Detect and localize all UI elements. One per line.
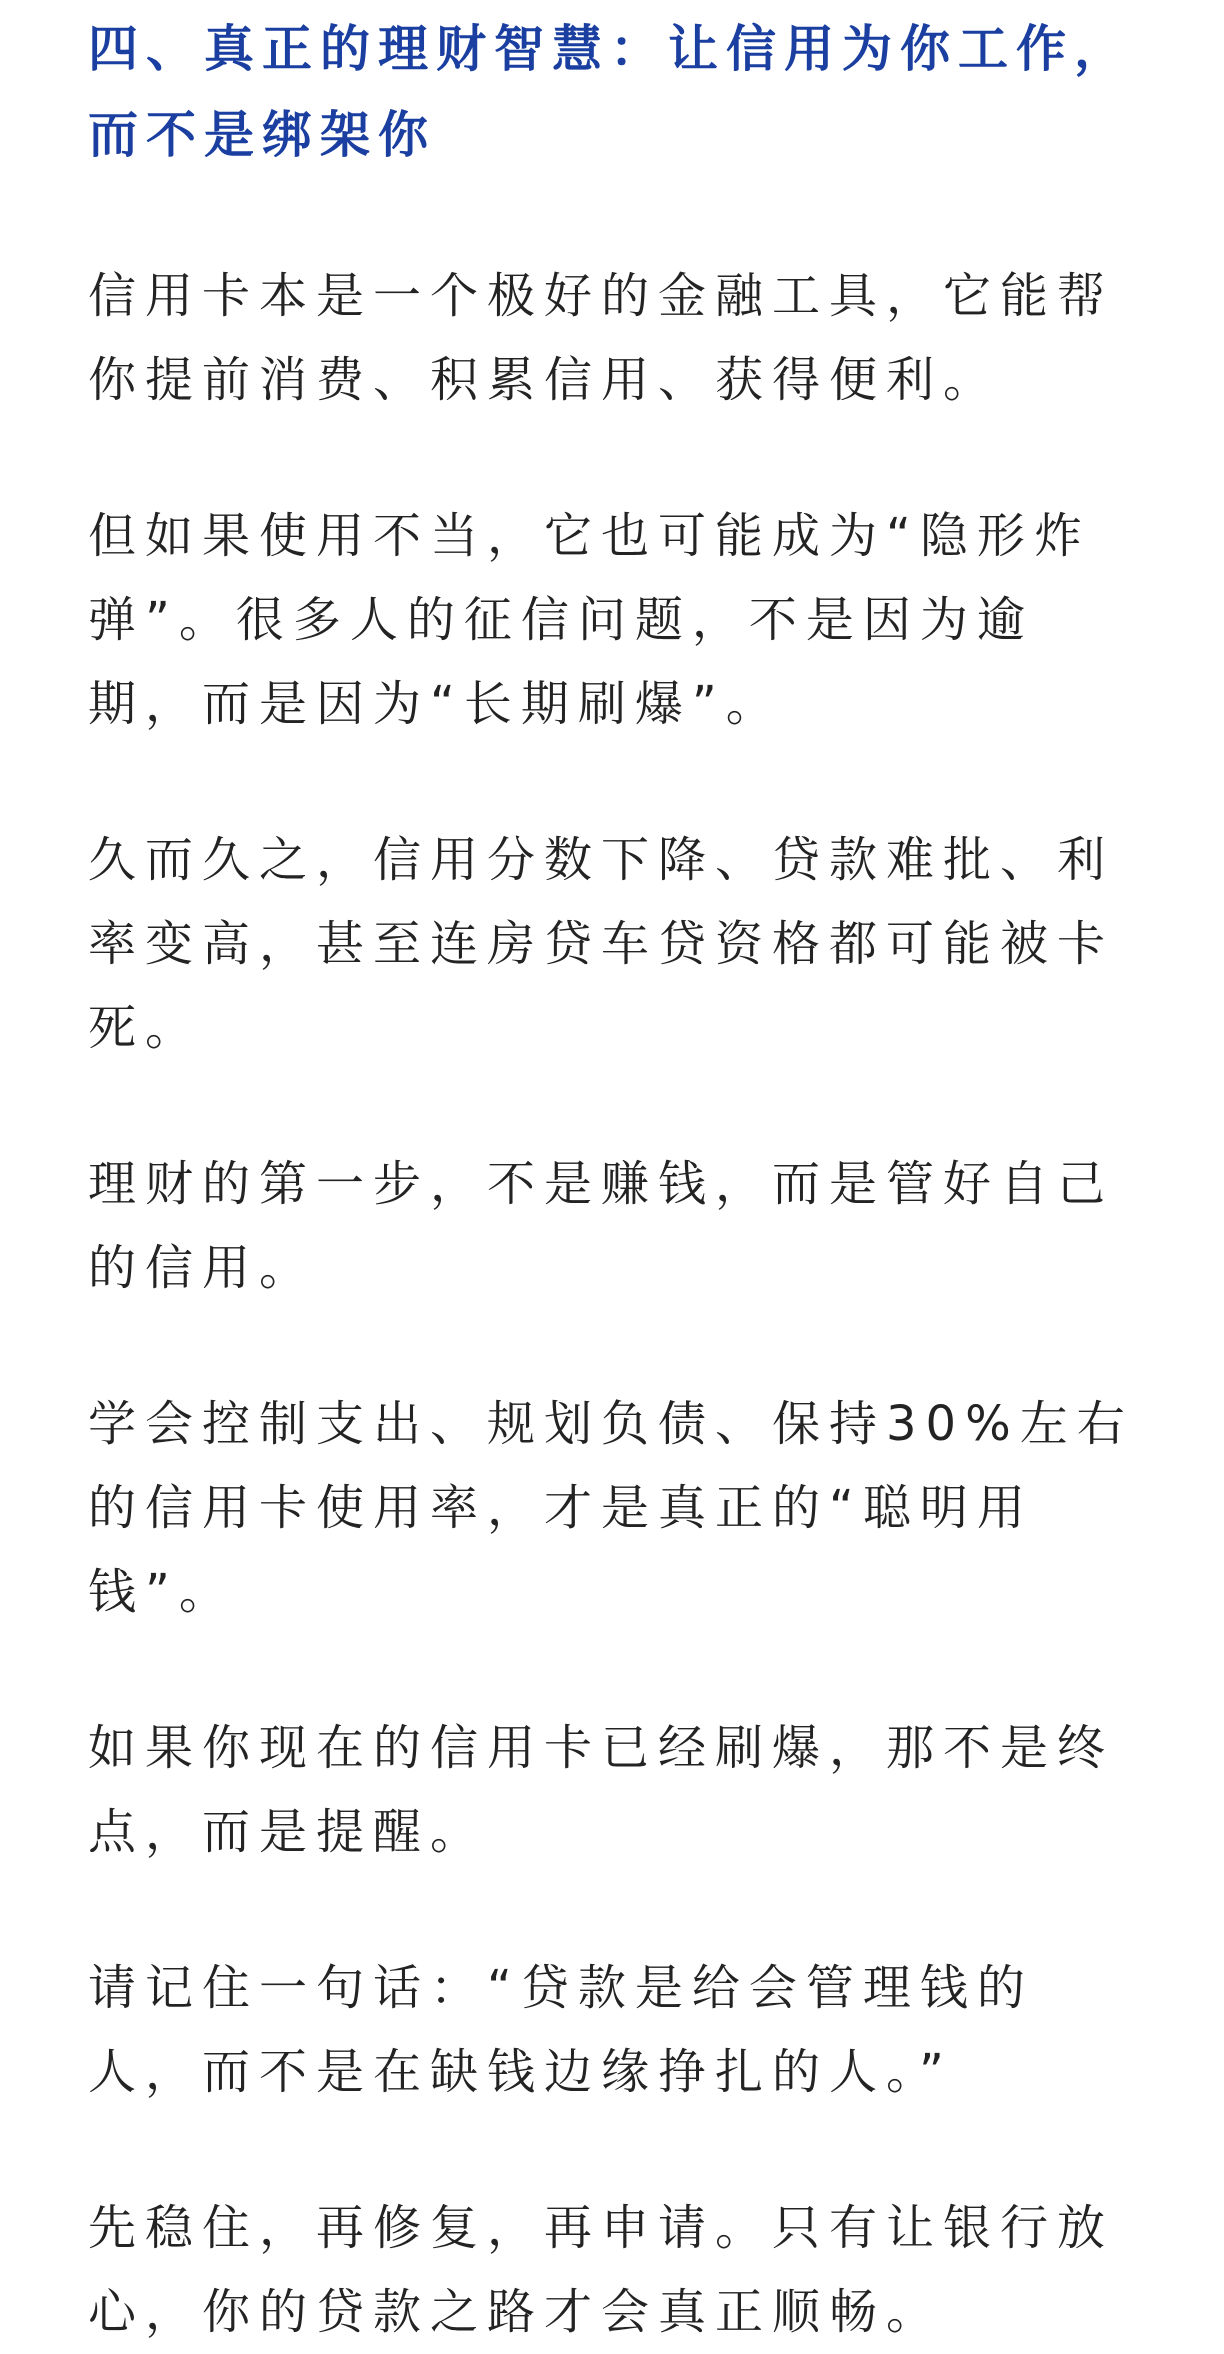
paragraph-first-step: 理财的第一步，不是赚钱，而是管好自己的信用。 [88, 1156, 1115, 1296]
section-heading: 四、真正的理财智慧：让信用为你工作，而不是绑架你 [88, 20, 1132, 164]
paragraph-smart-spending: 学会控制支出、规划负债、保持30%左右的信用卡使用率，才是真正的“聪明用钱”。 [88, 1396, 1134, 1620]
paragraph-quote: 请记住一句话：“贷款是给会管理钱的人，而不是在缺钱边缘挣扎的人。” [88, 1960, 1034, 2100]
article-body [88, 0, 1136, 2354]
paragraph-hidden-bomb: 但如果使用不当，它也可能成为“隐形炸弹”。很多人的征信问题，不是因为逾期，而是因为“长期刷爆”。 [88, 508, 1091, 732]
paragraph-steps: 先稳住，再修复，再申请。只有让银行放心，你的贷款之路才会真正顺畅。 [88, 2200, 1115, 2340]
paragraph-credit-card-tool: 信用卡本是一个极好的金融工具，它能帮你提前消费、积累信用、获得便利。 [88, 268, 1115, 408]
paragraph-reminder: 如果你现在的信用卡已经刷爆，那不是终点，而是提醒。 [88, 1720, 1115, 1860]
paragraph-consequences: 久而久之，信用分数下降、贷款难批、利率变高，甚至连房贷车贷资格都可能被卡死。 [88, 832, 1115, 1056]
